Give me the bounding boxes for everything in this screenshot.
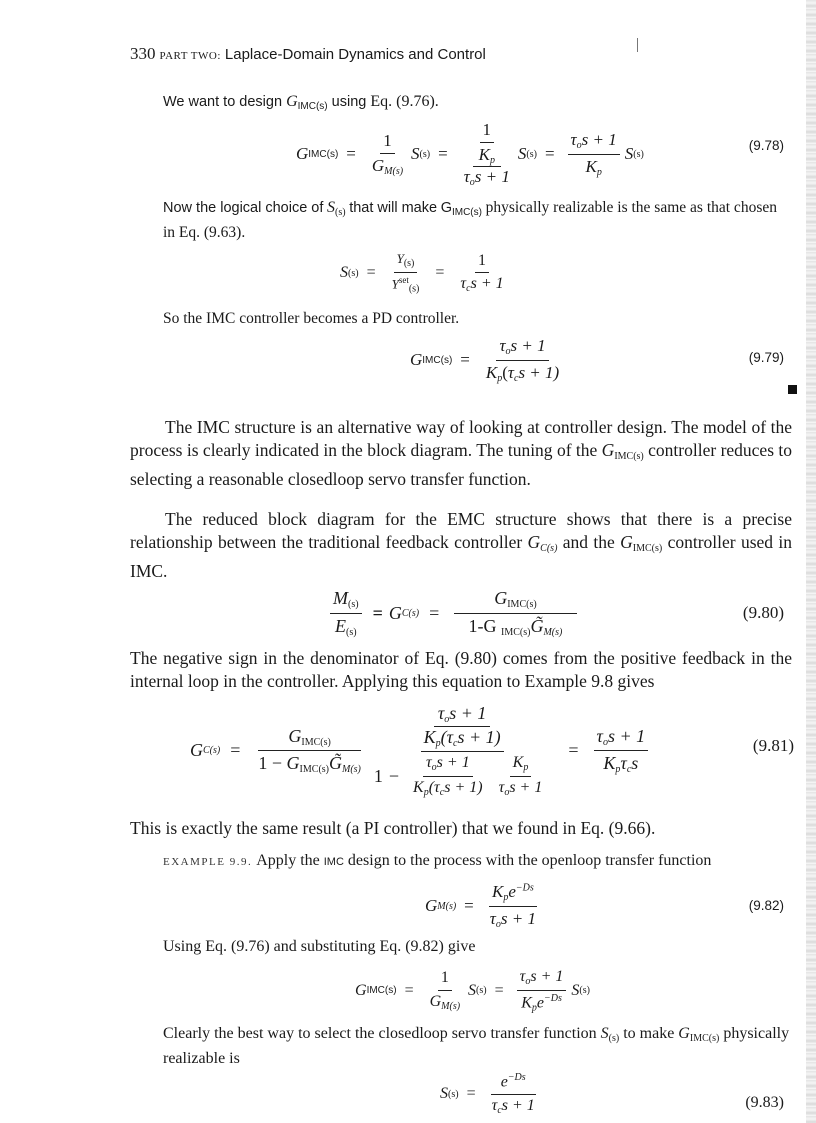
equation-9-81: G C(s) = $\frac{G_{IMC(s)}}{1 - G_{IMC(s)}G̃_{M(s)}}$ $\tau_os + 1$ $K_p(\tau_cs + 1)$ 1 − $\frac{\tau_os + 1}{K_p(\tau_cs + 1)}$ $\frac{K_p}{\tau_os + 1}$ = $\frac{\tau_os + 1}{K_p\tau_cs}$ bbox=[190, 703, 653, 798]
scan-edge-artifact bbox=[806, 0, 816, 1123]
equation-number-9-82: (9.82) bbox=[748, 898, 784, 913]
paragraph-pd: So the IMC controller becomes a PD controller. bbox=[163, 310, 460, 327]
equation-number-9-78: (9.78) bbox=[748, 138, 784, 153]
equation-9-82: G M(s) = $\frac{K_pe^{-Ds}}{\tau_os + 1}$ bbox=[425, 882, 536, 930]
equation-number-9-81: (9.81) bbox=[752, 736, 794, 755]
equation-9-79: G IMC(s) = $\frac{\tau_os + 1}{K_p(\tau_cs + 1)}$ bbox=[410, 336, 560, 384]
equation-S: S (s) = $\frac{Y_{(s)}}{Y^{set}_{(s)}}$ = $\frac{1}{\tau_cs + 1}$ bbox=[340, 251, 504, 295]
example-label: EXAMPLE 9.9. bbox=[163, 856, 253, 868]
equation-9-80: $\frac{M_{(s)}}{E_{(s)}}$ = G C(s) = $\frac{G_{IMC(s)}}{1-G _{IMC(s)}G̃_{M(s)}}$ bbox=[325, 588, 582, 638]
paragraph-reduced-block: The reduced block diagram for the EMC structure shows that there is a precise relationship between the traditional feedback controller $G_{C(s)}$ and the $G_{IMC(s)}$ controller used in IMC. bbox=[130, 509, 793, 581]
equation-number-9-83: (9.83) bbox=[745, 1094, 784, 1111]
paragraph-same-result: This is exactly the same result (a PI controller) that we found in Eq. (9.66). bbox=[130, 818, 656, 838]
paragraph-logical-choice: Now the logical choice of $S_{(s)}$ that will make $G_{IMC(s)}$ physically realizable is the same as that chosen in Eq. (9.63). bbox=[163, 199, 777, 241]
paragraph-using: Using Eq. (9.76) and substituting Eq. (9.82) give bbox=[163, 938, 476, 955]
paragraph-negative-sign: The negative sign in the denominator of Eq. (9.80) comes from the positive feedback in the internal loop in the controller. Applying this equation to Example 9.8 gives bbox=[130, 648, 792, 691]
intro-line: We want to design $G_{IMC(s)}$ using Eq. (9.76). bbox=[163, 93, 439, 112]
header-rule bbox=[637, 38, 638, 52]
equation-imc-example: G IMC(s) = $\frac{1}{G_{M(s)}}$ S (s) = $\frac{\tau_os + 1}{K_pe^{-Ds}}$ S (s) bbox=[355, 968, 590, 1013]
chapter-title: Laplace-Domain Dynamics and Control bbox=[224, 46, 486, 63]
equation-9-78: G IMC(s) = $\frac{1}{G_{M(s)}}$ S (s) = 1 $K_p$ $\tau_os + 1$ S (s) = $\frac{\tau_os + 1}{K_p}$ S (s) bbox=[296, 120, 644, 189]
part-label: PART TWO: bbox=[159, 50, 221, 62]
page-header bbox=[130, 44, 486, 64]
equation-9-83: S (s) = $\frac{e^{-Ds}}{\tau_cs + 1}$ bbox=[440, 1072, 535, 1116]
paragraph-imc-structure: The IMC structure is an alternative way of looking at controller design. The model of the process is clearly indicated in the block diagram. The tuning of the $G_{IMC(s)}$ controller reduces to selecting a reasonable closedloop servo transfer function. bbox=[130, 417, 793, 489]
page-number: 330 bbox=[130, 44, 156, 63]
equation-number-9-80: (9.80) bbox=[742, 603, 784, 622]
equation-number-9-79: (9.79) bbox=[748, 350, 784, 365]
end-of-example-marker bbox=[788, 385, 797, 394]
paragraph-clearly: Clearly the best way to select the closedloop servo transfer function $S_{(s)}$ to make $G_{IMC(s)}$ physically realizable is bbox=[163, 1025, 790, 1067]
example-9-9: EXAMPLE 9.9. Apply the IMC design to the process with the openloop transfer function bbox=[163, 852, 712, 869]
